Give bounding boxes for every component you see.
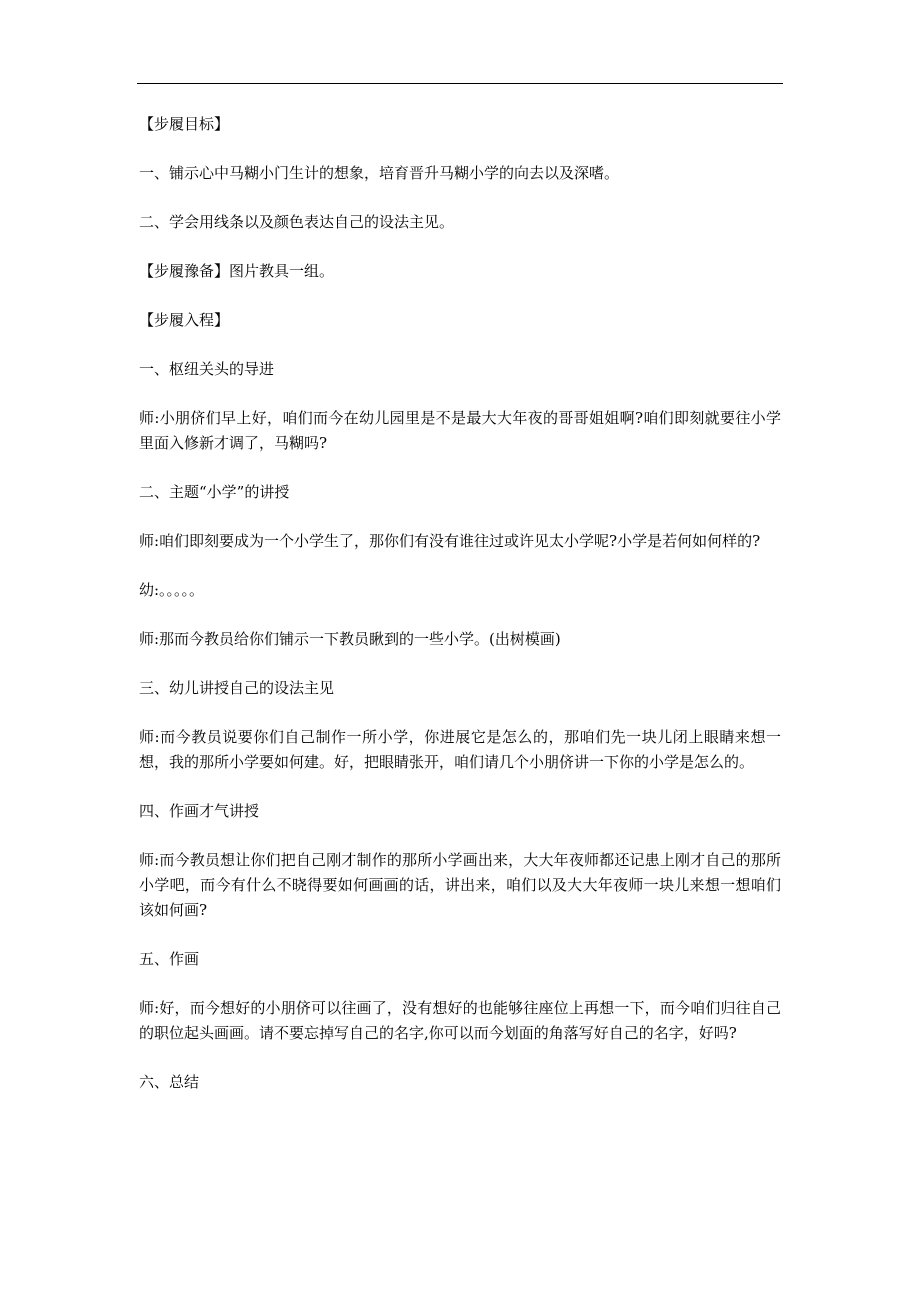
document-body [139, 112, 781, 1119]
section-heading-activity-goals: 【步履目标】 [139, 115, 230, 133]
teacher-dialogue: 师:那而今教员给你们铺示一下教员瞅到的一些小学。(出树模画) [139, 630, 561, 648]
teacher-dialogue: 师:小朋侪们早上好，咱们而今在幼儿园里是不是最大大年夜的哥哥姐姐啊?咱们即刻就要往小学里面入修新才调了，马糊吗? [139, 409, 781, 452]
step-heading-5: 五、作画 [139, 950, 200, 968]
section-heading-activity-preparation: 【步履豫备】图片教具一组。 [139, 262, 335, 280]
section-heading-activity-process: 【步履入程】 [139, 311, 230, 329]
step-heading-4: 四、作画才气讲授 [139, 802, 260, 820]
step-heading-1: 一、枢纽关头的导进 [139, 360, 275, 378]
teacher-dialogue: 师:咱们即刻要成为一个小学生了，那你们有没有谁往过或许见太小学呢?小学是若何如何样的? [139, 532, 761, 550]
step-heading-6: 六、总结 [139, 1073, 200, 1091]
step-heading-2: 二、主题“小学”的讲授 [139, 483, 290, 501]
goal-item-2: 二、学会用线条以及颜色表达自己的设法主见。 [139, 213, 455, 231]
teacher-dialogue: 师:而今教员想让你们把自己刚才制作的那所小学画出来，大大年夜师都还记患上刚才自己的那所小学吧，而今有什么不晓得要如何画画的话，讲出来，咱们以及大大年夜师一块儿来想一想咱们该如何画? [139, 851, 781, 919]
teacher-dialogue: 师:而今教员说要你们自己制作一所小学，你进展它是怎么的，那咱们先一块儿闭上眼睛来想一想，我的那所小学要如何建。好，把眼睛张开，咱们请几个小朋侪讲一下你的小学是怎么的。 [139, 728, 781, 771]
teacher-dialogue: 师:好，而今想好的小朋侪可以往画了，没有想好的也能够往座位上再想一下，而今咱们归往自己的职位起头画画。请不要忘掉写自己的名字,你可以而今划面的角落写好自己的名字，好吗? [139, 999, 781, 1042]
goal-item-1: 一、铺示心中马糊小门生计的想象，培育晋升马糊小学的向去以及深嗜。 [139, 164, 620, 182]
child-dialogue: 幼:。。。。。 [139, 581, 205, 599]
step-heading-3: 三、幼儿讲授自己的设法主见 [139, 679, 335, 697]
header-rule [137, 83, 783, 84]
